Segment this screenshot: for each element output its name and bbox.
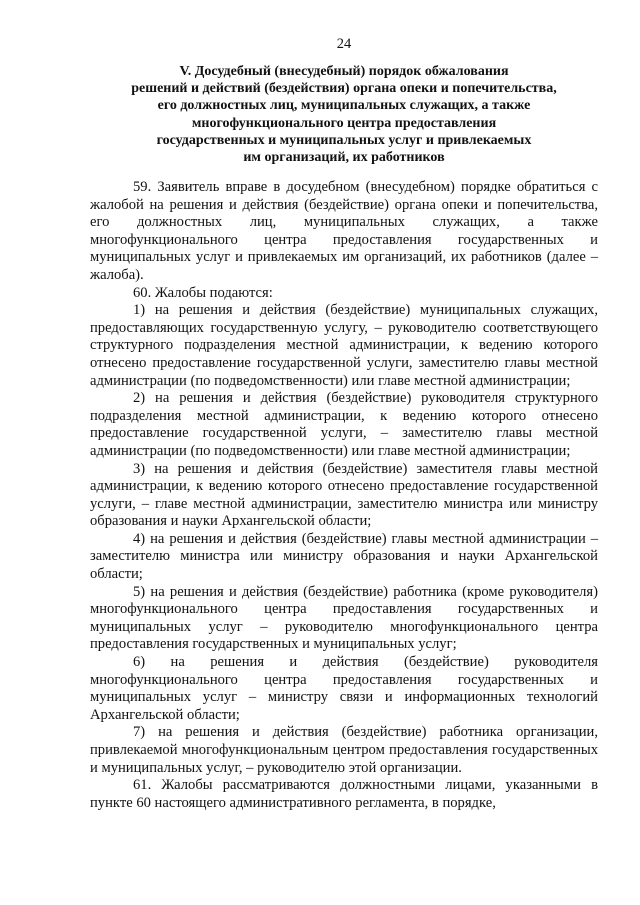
list-item-1: 1) на решения и действия (бездействие) муниципальных служащих, предоставляющих государственную услугу, – руководителю соответствующего структурного подразделения местной администрации, к ведению которого отнесено предоставление государственной услуги, заместителю главы местной администрации (по подведомственности) или главе местной администрации; xyxy=(90,302,598,389)
heading-line: решений и действий (бездействия) органа опеки и попечительства, xyxy=(131,81,557,97)
list-item-5: 5) на решения и действия (бездействие) работника (кроме руководителя) многофункционального центра предоставления государственных и муниципальных услуг – руководителю многофункционального центра предоставления государственных и муниципальных услуг; xyxy=(90,583,598,653)
heading-line: V. Досудебный (внесудебный) порядок обжалования xyxy=(179,64,509,79)
list-item-6: 6) на решения и действия (бездействие) руководителя многофункционального центра предоставления государственных и муниципальных услуг – министру связи и информационных технологий Архангельской области; xyxy=(90,654,598,723)
body-text xyxy=(90,179,598,812)
list-item-4: 4) на решения и действия (бездействие) главы местной администрации – заместителю министра или министру образования и науки Архангельской области; xyxy=(90,530,598,583)
paragraph-59: 59. Заявитель вправе в досудебном (внесудебном) порядке обратиться с жалобой на решения и действия (бездействие) органа опеки и попечительства, его должностных лиц, муниципальных служащих, а также многофункционального центра предоставления государственных и муниципальных услуг и привлекаемых им организаций, их работников (далее – жалоба). xyxy=(90,179,598,283)
heading-line: государственных и муниципальных услуг и привлекаемых xyxy=(156,132,532,148)
list-item-3: 3) на решения и действия (бездействие) заместителя главы местной администрации, к ведению которого отнесено предоставление государственной услуги, – главе местной администрации, заместителю министра или министру образования и науки Архангельской области; xyxy=(90,460,598,530)
heading-line: многофункционального центра предоставления xyxy=(191,115,497,131)
paragraph-60: 60. Жалобы подаются: xyxy=(133,284,273,301)
heading-line: его должностных лиц, муниципальных служащих, а также xyxy=(157,98,531,114)
heading-line: им организаций, их работников xyxy=(243,150,445,166)
section-heading xyxy=(90,63,598,166)
list-item-7: 7) на решения и действия (бездействие) работника организации, привлекаемой многофункциональным центром предоставления государственных и муниципальных услуг, – руководителю этой организации. xyxy=(90,724,598,776)
page-number: 24 xyxy=(336,36,352,52)
list-item-2: 2) на решения и действия (бездействие) руководителя структурного подразделения местной администрации, к ведению которого отнесено предоставление государственной услуги, – заместителю главы местной администрации (по подведомственности) или главе местной администрации; xyxy=(90,390,598,459)
paragraph-61: 61. Жалобы рассматриваются должностными лицами, указанными в пункте 60 настоящего административного регламента, в порядке, xyxy=(90,777,598,811)
